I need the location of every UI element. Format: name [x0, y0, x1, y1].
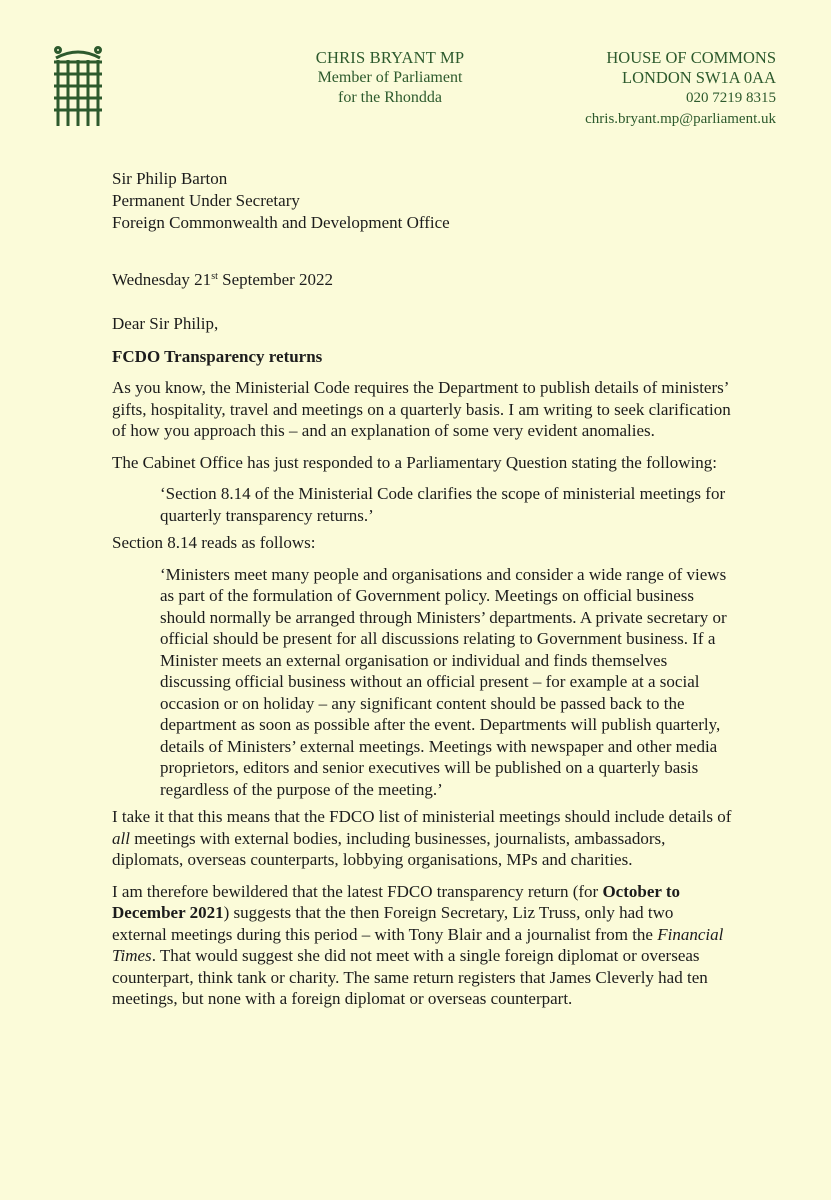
- portcullis-icon: [52, 44, 104, 130]
- mp-role: Member of Parliament: [317, 69, 463, 86]
- letter-body: [112, 313, 732, 1020]
- recipient-name: Sir Philip Barton: [112, 169, 228, 188]
- house-city: LONDON SW1A 0AA: [622, 68, 776, 87]
- mp-name: CHRIS BRYANT MP: [315, 48, 465, 67]
- mp-constituency: for the Rhondda: [338, 89, 442, 106]
- recipient-title: Permanent Under Secretary: [112, 191, 300, 210]
- paragraph-2: The Cabinet Office has just responded to a Parliamentary Question stating the following:: [112, 452, 717, 472]
- paragraph-4: I take it that this means that the FDCO list of ministerial meetings should include details of all meetings with external bodies, including businesses, journalists, ambassadors, diplomats, overseas counterparts, lobbying organisations, MPs and charities.: [112, 807, 732, 869]
- quote-cabinet-office: ‘Section 8.14 of the Ministerial Code clarifies the scope of ministerial meetings for quarterly transparency returns.’: [160, 484, 726, 525]
- subject-line: FCDO Transparency returns: [112, 346, 323, 366]
- phone-number: 020 7219 8315: [686, 90, 776, 106]
- paragraph-1: As you know, the Ministerial Code requires the Department to publish details of ministers’ gifts, hospitality, travel and meetings on a quarterly basis. I am writing to seek clarification of how you approach this – and an explanation of some very evident anomalies.: [112, 378, 731, 440]
- house-letterhead: [476, 48, 776, 130]
- quote-section-8-14: ‘Ministers meet many people and organisations and consider a wide range of views as part of the formulation of Government policy. Meetings on official business should normally be arranged through Ministers’ departments. A private secretary or official should be present for all discussions relating to Government business. If a Minister meets an external organisation or individual and finds themselves discussing official business without an official present – for example at a social occasion or on holiday – any significant content should be passed back to the department as soon as possible after the event. Departments will publish quarterly, details of Ministers’ external meetings. Meetings with newspaper and other media proprietors, editors and senior executives will be published on a quarterly basis regardless of the purpose of the meeting.’: [160, 564, 727, 799]
- letter-date: Wednesday 21st September 2022: [112, 270, 334, 289]
- recipient-address: [112, 168, 450, 234]
- paragraph-3: Section 8.14 reads as follows:: [112, 533, 316, 552]
- mp-letterhead: [300, 48, 480, 108]
- salutation: Dear Sir Philip,: [112, 314, 219, 333]
- email-address: chris.bryant.mp@parliament.uk: [585, 111, 776, 127]
- recipient-office: Foreign Commonwealth and Development Office: [112, 213, 450, 232]
- paragraph-5: I am therefore bewildered that the latest FDCO transparency return (for October to December 2021) suggests that the then Foreign Secretary, Liz Truss, only had two external meetings during this period – with Tony Blair and a journalist from the Financial Times. That would suggest she did not meet with a single foreign diplomat or overseas counterpart, think tank or charity. The same return registers that James Cleverly had ten meetings, but none with a foreign diplomat or overseas counterpart.: [112, 881, 724, 1008]
- house-name: HOUSE OF COMMONS: [606, 48, 776, 67]
